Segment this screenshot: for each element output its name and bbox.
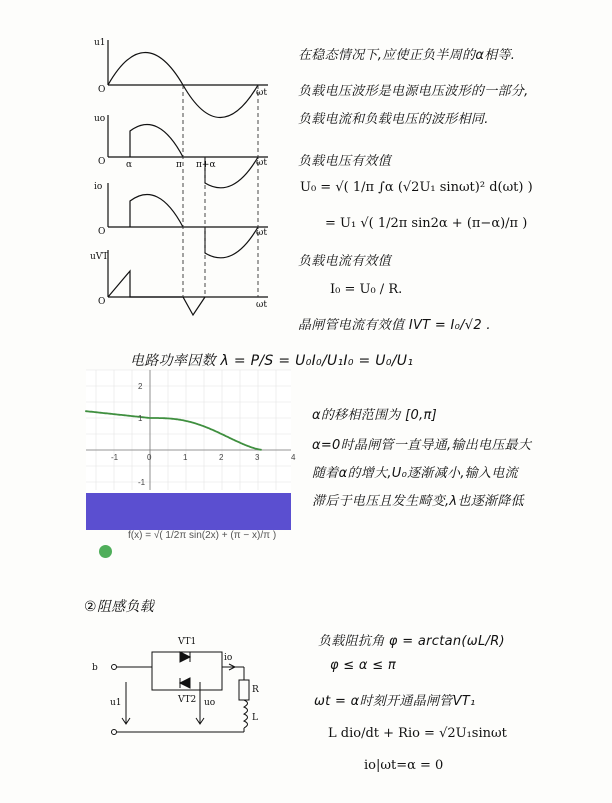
trigger-note: ωt = α时刻开通晶闸管VT₁ (314, 694, 476, 709)
uo-axis-label: uo (94, 114, 106, 124)
current-title: 负载电流有效值 (298, 254, 392, 269)
increase-note: 随着α的增大,U₀逐渐减小,输入电流 (312, 466, 518, 481)
x-tick-label: 2 (219, 453, 224, 462)
origin-label: O (98, 297, 106, 307)
x-tick-label: -1 (111, 453, 119, 462)
power-factor: 电路功率因数 λ = P/S = U₀I₀/U₁I₀ = U₀/U₁ (130, 353, 414, 369)
vt1-label: VT1 (178, 637, 197, 647)
u1-axis-label: u1 (94, 38, 106, 48)
y-tick-label: 1 (138, 414, 143, 423)
diffeq-note: L dio/dt + Rio = √2U₁sinωt (328, 726, 507, 741)
b-label: b (92, 663, 98, 673)
phi-note: 负载阻抗角 φ = arctan(ωL/R) (318, 634, 505, 649)
x-tick-label: 0 (147, 453, 152, 462)
u1-label: u1 (110, 698, 122, 708)
io-label: io (224, 653, 233, 663)
note-line1: 在稳态情况下,应使正负半周的α相等. (298, 48, 516, 63)
note-line2: 负载电压波形是电源电压波形的一部分, (298, 84, 529, 99)
rms-formula2: = U₁ √( 1/2π sin2α + (π−α)/π ) (325, 216, 528, 231)
alpha0-note: α=0时晶闸管一直导通,输出电压最大 (312, 438, 532, 453)
l-label: L (252, 713, 258, 723)
phi-range-note: φ ≤ α ≤ π (330, 658, 396, 673)
initial-note: io|ωt=α = 0 (364, 758, 444, 773)
vt2-label: VT2 (178, 695, 197, 705)
x-tick-label: 4 (291, 453, 296, 462)
section2-title: ②阻感负载 (84, 599, 155, 615)
current-formula: I₀ = U₀ / R. (330, 282, 403, 297)
rms-formula1: U₀ = √( 1/π ∫α (√2U₁ sinωt)² d(ωt) ) (300, 180, 533, 195)
uvt-axis-label: uVT (90, 252, 109, 262)
io-axis-label: io (94, 182, 103, 192)
thyristor-current: 晶闸管电流有效值 IVT = I₀/√2 . (298, 318, 491, 333)
alpha-label: α (126, 160, 133, 170)
r-label: R (252, 685, 259, 695)
wt-label: ωt (256, 88, 267, 98)
range-note: α的移相范围为 [0,π] (312, 408, 437, 423)
plot-color-dot[interactable] (99, 545, 112, 558)
x-tick-label: 1 (183, 453, 188, 462)
x-tick-label: 3 (255, 453, 260, 462)
uo-label: uo (204, 698, 216, 708)
function-label: f(x) = √( 1/2π sin(2x) + (π − x)/π ) (128, 530, 277, 541)
rms-title: 负载电压有效值 (298, 154, 392, 169)
pi-label: π (176, 160, 182, 170)
pi-alpha-label: π+α (196, 160, 216, 170)
note-line3: 负载电流和负载电压的波形相同. (298, 112, 489, 127)
rl-circuit-diagram (92, 632, 292, 747)
function-plot (86, 370, 296, 530)
y-tick-label: -1 (138, 478, 146, 487)
origin-label: O (98, 157, 106, 167)
origin-label: O (98, 85, 106, 95)
lag-note: 滞后于电压且发生畸变,λ也逐渐降低 (312, 494, 524, 509)
plot-color-band (86, 493, 291, 530)
origin-label: O (98, 227, 106, 237)
wt-label: ωt (256, 300, 267, 310)
wt-label: ωt (256, 158, 267, 168)
y-tick-label: 2 (138, 382, 143, 391)
wt-label: ωt (256, 228, 267, 238)
